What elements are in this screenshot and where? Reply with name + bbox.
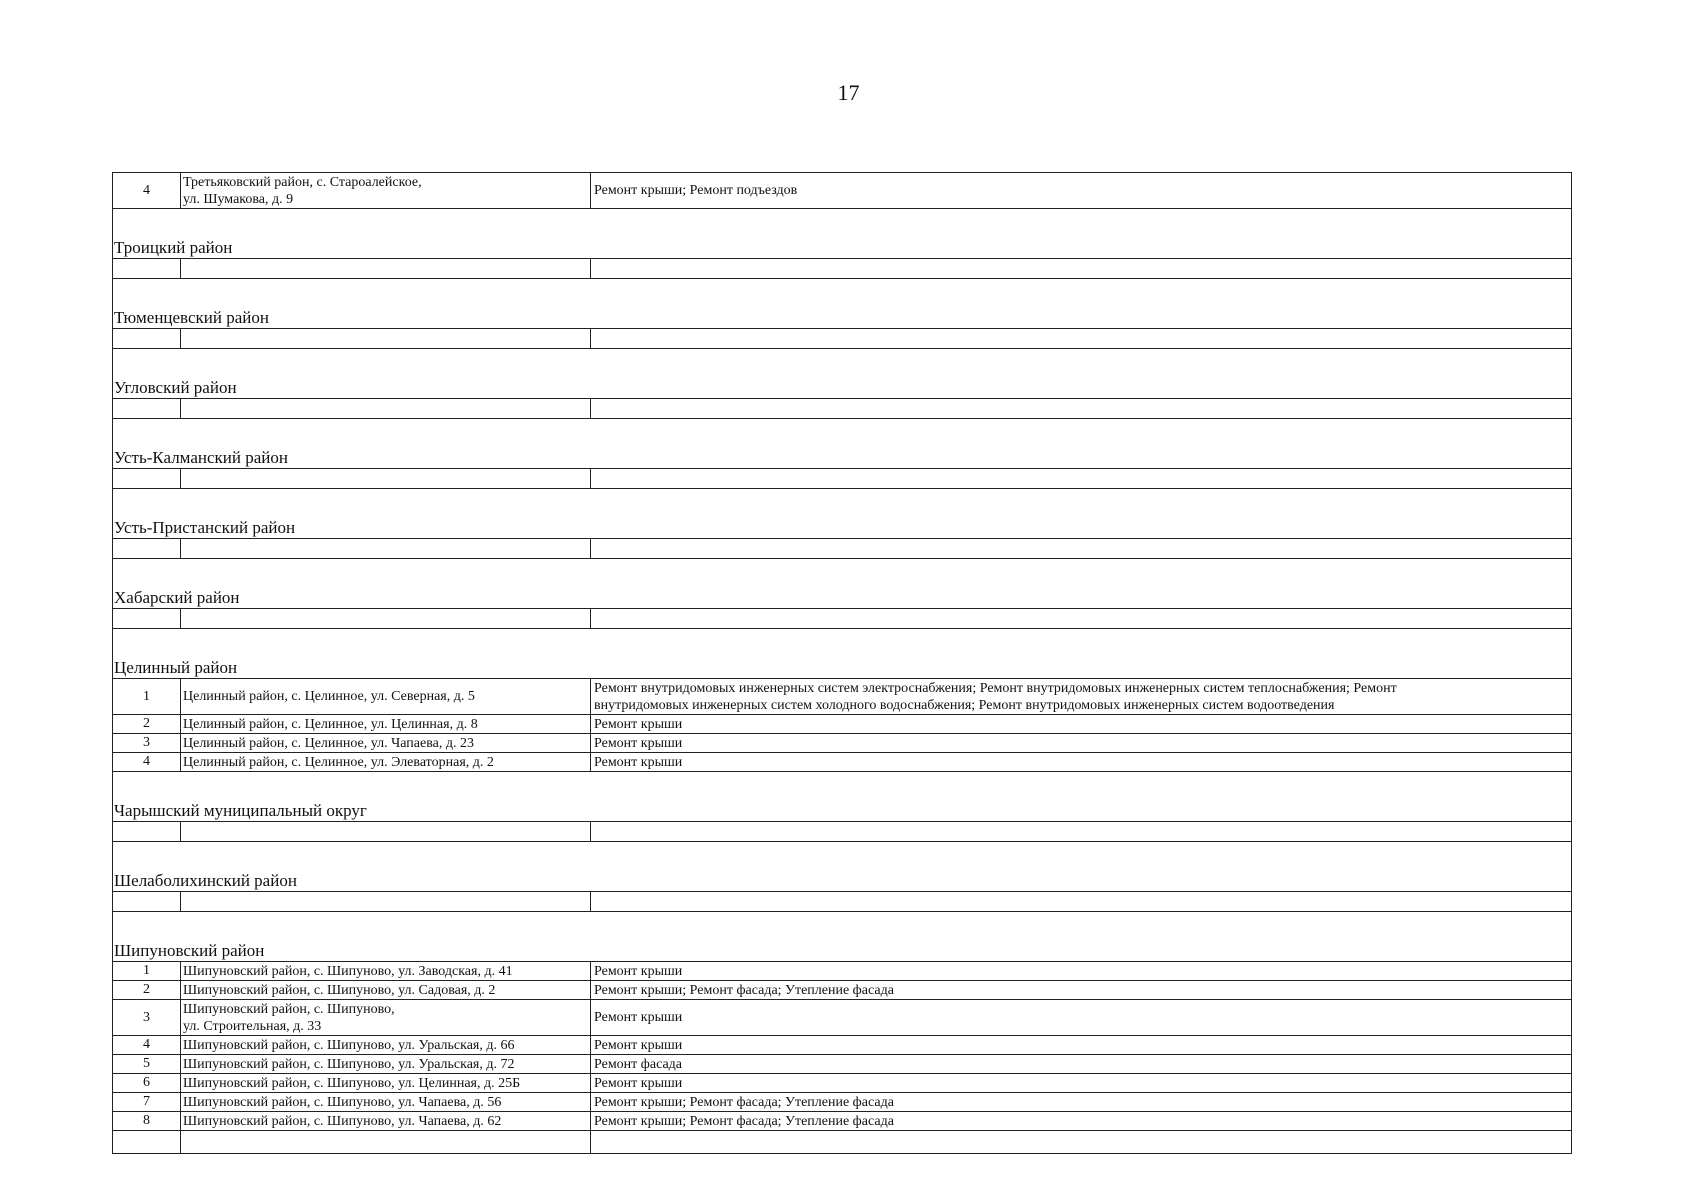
work-line: Ремонт крыши; Ремонт фасада; Утепление фасада [594,1113,894,1129]
table-row [113,981,1571,1000]
table-row [113,1074,1571,1093]
work-line: Ремонт крыши; Ремонт фасада; Утепление фасада [594,1094,894,1110]
district-spacer [113,629,1571,657]
row-work [591,173,1571,208]
work-line: внутридомовых инженерных систем холодного водоснабжения; Ремонт внутридомовых инженерных систем водоотведения [594,697,1335,713]
district-spacer [113,419,1571,447]
district-spacer [113,349,1571,377]
empty-row [113,539,1571,559]
repair-table [112,172,1572,1154]
row-number: 5 [113,1055,181,1073]
row-number: 7 [113,1093,181,1111]
empty-row [113,892,1571,912]
address-line: Третьяковский район, с. Староалейское, [183,174,422,190]
row-address [181,734,591,752]
address-line: Шипуновский район, с. Шипуново, ул. Целинная, д. 25Б [183,1075,521,1091]
row-work [591,1055,1571,1073]
row-address [181,1112,591,1130]
row-number [113,399,181,418]
district-header [113,587,1571,609]
row-work [591,962,1571,980]
district-title: Чарышский муниципальный округ [114,801,367,820]
row-address [181,715,591,733]
row-address [181,469,591,488]
district-title: Троицкий район [114,238,233,257]
district-title: Усть-Пристанский район [114,518,296,537]
district-spacer [113,279,1571,307]
district-title: Хабарский район [114,588,240,607]
row-number: 6 [113,1074,181,1092]
district-spacer [113,489,1571,517]
row-number: 8 [113,1112,181,1130]
row-address [181,679,591,714]
row-address [181,1000,591,1035]
district-spacer [113,772,1571,800]
district-spacer [113,209,1571,237]
row-number [113,329,181,348]
empty-row [113,609,1571,629]
row-address [181,1093,591,1111]
row-number [113,822,181,841]
work-line: Ремонт крыши [594,754,683,770]
row-work [591,329,1571,348]
row-work [591,469,1571,488]
row-work [591,399,1571,418]
address-line: ул. Шумакова, д. 9 [183,191,294,207]
row-number: 3 [113,1000,181,1035]
row-address [181,399,591,418]
page-number: 17 [837,80,860,105]
table-row [113,753,1571,772]
district-header [113,447,1571,469]
address-line: Целинный район, с. Целинное, ул. Целинная, д. 8 [183,716,478,732]
district-spacer [113,912,1571,940]
row-address [181,173,591,208]
row-number [113,259,181,278]
row-work [591,259,1571,278]
table-row [113,734,1571,753]
row-address [181,892,591,911]
table-row [113,1055,1571,1074]
district-spacer [113,559,1571,587]
row-work [591,609,1571,628]
work-line: Ремонт крыши; Ремонт подъездов [594,183,798,198]
row-address [181,822,591,841]
table-row [113,1000,1571,1036]
district-header [113,940,1571,962]
row-number: 4 [113,1036,181,1054]
row-address [181,609,591,628]
row-work [591,1000,1571,1035]
work-line: Ремонт крыши [594,1075,683,1091]
row-work [591,1074,1571,1092]
district-title: Шипуновский район [114,941,265,960]
address-line: Шипуновский район, с. Шипуново, ул. Чапаева, д. 62 [183,1113,502,1129]
row-work [591,892,1571,911]
table-row [113,962,1571,981]
row-work [591,1112,1571,1130]
row-address [181,1036,591,1054]
row-work [591,679,1571,714]
row-address [181,1074,591,1092]
address-line: Шипуновский район, с. Шипуново, [183,1001,395,1017]
empty-row [113,259,1571,279]
district-header [113,237,1571,259]
empty-row [113,469,1571,489]
district-title: Тюменцевский район [114,308,269,327]
row-number: 2 [113,715,181,733]
table-row [113,1093,1571,1112]
row-number [113,892,181,911]
row-work [591,822,1571,841]
row-number: 4 [113,753,181,771]
district-header [113,517,1571,539]
work-line: Ремонт внутридомовых инженерных систем электроснабжения; Ремонт внутридомовых инженерных систем теплоснабжения; Ремонт [594,680,1397,696]
row-address [181,962,591,980]
address-line: Целинный район, с. Целинное, ул. Элеваторная, д. 2 [183,754,494,770]
district-header [113,870,1571,892]
empty-row [113,399,1571,419]
row-number [113,469,181,488]
row-number: 1 [113,679,181,714]
row-address [181,753,591,771]
address-line: Шипуновский район, с. Шипуново, ул. Уральская, д. 66 [183,1037,515,1053]
row-work [591,753,1571,771]
address-line: Шипуновский район, с. Шипуново, ул. Заводская, д. 41 [183,963,513,979]
address-line: ул. Строительная, д. 33 [183,1018,322,1034]
work-line: Ремонт крыши [594,963,683,979]
work-line: Ремонт крыши; Ремонт фасада; Утепление фасада [594,982,894,998]
address-line: Целинный район, с. Целинное, ул. Северная, д. 5 [183,689,475,704]
address-line: Шипуновский район, с. Шипуново, ул. Чапаева, д. 56 [183,1094,502,1110]
district-title: Целинный район [114,658,238,677]
row-work [591,734,1571,752]
work-line: Ремонт фасада [594,1056,683,1072]
district-title: Угловский район [114,378,237,397]
work-line: Ремонт крыши [594,716,683,732]
district-header [113,307,1571,329]
table-row [113,1112,1571,1131]
row-address [181,1055,591,1073]
district-header [113,377,1571,399]
table-tail-row [113,1131,1571,1153]
district-header [113,657,1571,679]
row-number [113,609,181,628]
empty-cell [591,1131,1571,1153]
work-line: Ремонт крыши [594,1037,683,1053]
row-work [591,539,1571,558]
district-title: Шелаболихинский район [114,871,297,890]
empty-row [113,822,1571,842]
table-row [113,715,1571,734]
district-spacer [113,842,1571,870]
district-header [113,800,1571,822]
row-number: 1 [113,962,181,980]
row-number: 4 [113,173,181,208]
row-number [113,539,181,558]
row-work [591,1093,1571,1111]
row-address [181,329,591,348]
table-row [113,679,1571,715]
row-work [591,1036,1571,1054]
row-address [181,539,591,558]
row-work [591,715,1571,733]
empty-cell [181,1131,591,1153]
address-line: Целинный район, с. Целинное, ул. Чапаева, д. 23 [183,735,474,751]
address-line: Шипуновский район, с. Шипуново, ул. Уральская, д. 72 [183,1056,515,1072]
table-row [113,173,1571,209]
empty-cell [113,1131,181,1153]
work-line: Ремонт крыши [594,735,683,751]
row-address [181,259,591,278]
row-number: 2 [113,981,181,999]
row-number: 3 [113,734,181,752]
empty-row [113,329,1571,349]
address-line: Шипуновский район, с. Шипуново, ул. Садовая, д. 2 [183,982,496,998]
table-row [113,1036,1571,1055]
work-line: Ремонт крыши [594,1010,683,1025]
row-address [181,981,591,999]
district-title: Усть-Калманский район [114,448,288,467]
row-work [591,981,1571,999]
